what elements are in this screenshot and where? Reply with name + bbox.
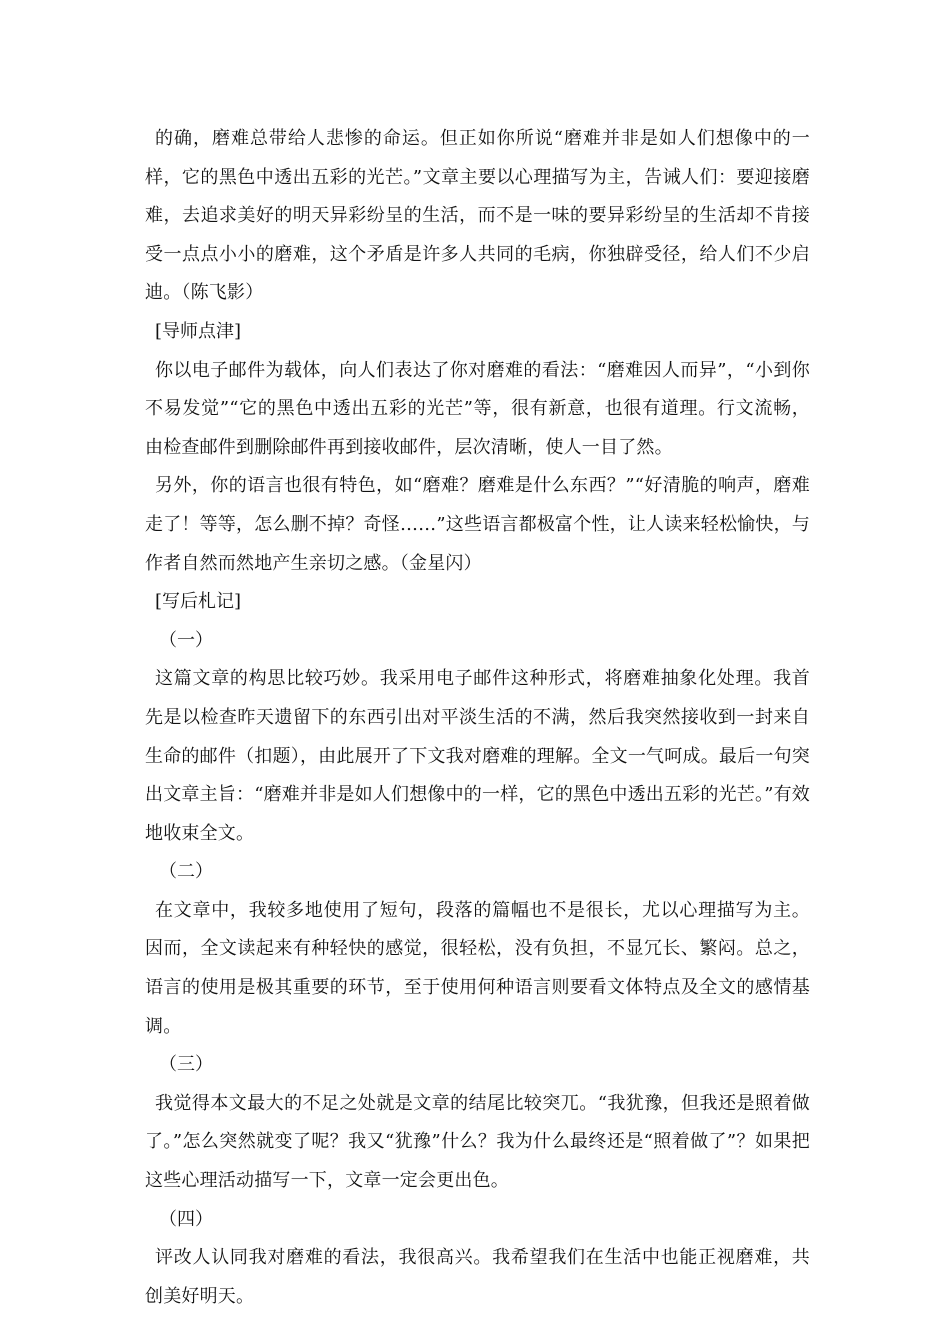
afterword-number-4: （四）: [159, 1208, 213, 1230]
afterword-paragraph-1: 这篇文章的构思比较巧妙。我采用电子邮件这种形式，将磨难抽象化处理。我首先是以检查昨天遗留下的东西引出对平淡生活的不满，然后我突然接收到一封来自生命的邮件（扣题），由此展开了下文我对磨难的理解。全文一气呵成。最后一句突出文章主旨：“磨难并非是如人们想像中的一样，它的黑色中透出五彩的光芒。”有效地收束全文。: [145, 668, 811, 844]
mentor-comment-paragraph-2: 另外，你的语言也很有特色，如“磨难？磨难是什么东西？”“好清脆的响声，磨难走了！等等，怎么删不掉？奇怪……”这些语言都极富个性，让人读来轻松愉快，与作者自然而然地产生亲切之感。（金星闪）: [145, 475, 810, 574]
afterword-paragraph-4: 评改人认同我对磨难的看法，我很高兴。我希望我们在生活中也能正视磨难，共创美好明天。: [145, 1247, 810, 1307]
review-paragraph-chen: 的确，磨难总带给人悲惨的命运。但正如你所说“磨难并非是如人们想像中的一样，它的黑色中透出五彩的光芒。”文章主要以心理描写为主，告诫人们：要迎接磨难，去追求美好的明天异彩纷呈的生活，而不是一味的要异彩纷呈的生活却不肯接受一点点小小的磨难，这个矛盾是许多人共同的毛病，你独辟受径，给人们不少启迪。（陈飞影）: [145, 128, 810, 304]
afterword-paragraph-2: 在文章中，我较多地使用了短句，段落的篇幅也不是很长，尤以心理描写为主。因而，全文读起来有种轻快的感觉，很轻松，没有负担，不显冗长、繁闷。总之，语言的使用是极其重要的环节，至于使用何种语言则要看文体特点及全文的感情基调。: [145, 899, 810, 1037]
section-heading-mentor-comment: [导师点津]: [155, 320, 242, 342]
afterword-paragraph-3: 我觉得本文最大的不足之处就是文章的结尾比较突兀。“我犹豫，但我还是照着做了。”怎么突然就变了呢？我又“犹豫”什么？我为什么最终还是“照着做了”？如果把这些心理活动描写一下，文章一定会更出色。: [145, 1092, 810, 1192]
document-body: [145, 120, 810, 1316]
section-heading-afterword: [写后札记]: [155, 591, 242, 613]
afterword-number-2: （二）: [159, 861, 213, 883]
afterword-number-1: （一）: [159, 629, 213, 651]
afterword-number-3: （三）: [159, 1054, 213, 1076]
mentor-comment-paragraph-1: 你以电子邮件为载体，向人们表达了你对磨难的看法：“磨难因人而异”，“小到你不易发觉”“它的黑色中透出五彩的光芒”等，很有新意，也很有道理。行文流畅，由检查邮件到删除邮件再到接收邮件，层次清晰，使人一目了然。: [145, 359, 810, 458]
